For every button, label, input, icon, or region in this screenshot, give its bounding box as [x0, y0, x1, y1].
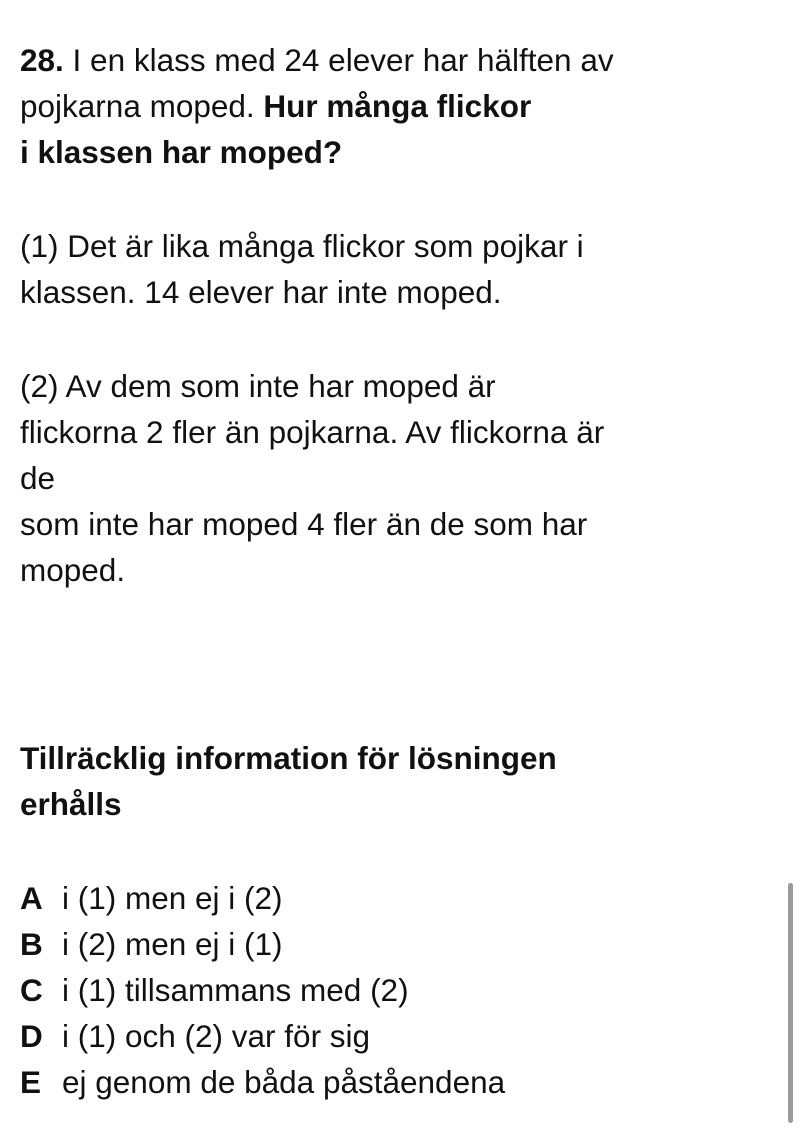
- option-letter: A: [20, 880, 43, 916]
- option-text: i (1) men ej i (2): [62, 880, 283, 916]
- option-letter: D: [20, 1018, 43, 1054]
- question-bold-part-2: i klassen har moped?: [20, 134, 343, 170]
- question-line-1: [20, 37, 614, 83]
- option-e[interactable]: [20, 1059, 505, 1105]
- statement-2-line-5: moped.: [20, 552, 126, 588]
- statement-2-line-3: de: [20, 460, 56, 496]
- option-b[interactable]: [20, 921, 505, 967]
- question-line-2: [20, 83, 531, 129]
- vertical-scrollbar[interactable]: [788, 883, 793, 1123]
- option-text: i (2) men ej i (1): [62, 926, 283, 962]
- option-text: i (1) tillsammans med (2): [62, 972, 409, 1008]
- question-bold-part-1: Hur många flickor: [263, 88, 532, 124]
- statement-2-line-4: som inte har moped 4 fler än de som har: [20, 506, 588, 542]
- answer-options: [20, 875, 505, 1105]
- statement-1-line-1: (1) Det är lika många flickor som pojkar i: [20, 228, 584, 264]
- statement-1-line-2: klassen. 14 elever har inte moped.: [20, 274, 502, 310]
- question-text-part-2: pojkarna moped.: [20, 88, 264, 124]
- option-text: i (1) och (2) var för sig: [62, 1018, 371, 1054]
- option-letter: E: [20, 1064, 42, 1100]
- option-a[interactable]: [20, 875, 505, 921]
- statement-2-line-2: flickorna 2 fler än pojkarna. Av flickorna är: [20, 414, 605, 450]
- option-d[interactable]: [20, 1013, 505, 1059]
- question-number: 28.: [20, 42, 64, 78]
- option-letter: C: [20, 972, 43, 1008]
- option-letter: B: [20, 926, 43, 962]
- option-text: ej genom de båda påståendena: [62, 1064, 506, 1100]
- info-heading-line-1: Tillräcklig information för lösningen: [20, 740, 557, 776]
- option-c[interactable]: [20, 967, 505, 1013]
- statement-2-line-1: (2) Av dem som inte har moped är: [20, 368, 496, 404]
- info-heading-line-2: erhålls: [20, 786, 122, 822]
- question-text-part-1: I en klass med 24 elever har hälften av: [63, 42, 614, 78]
